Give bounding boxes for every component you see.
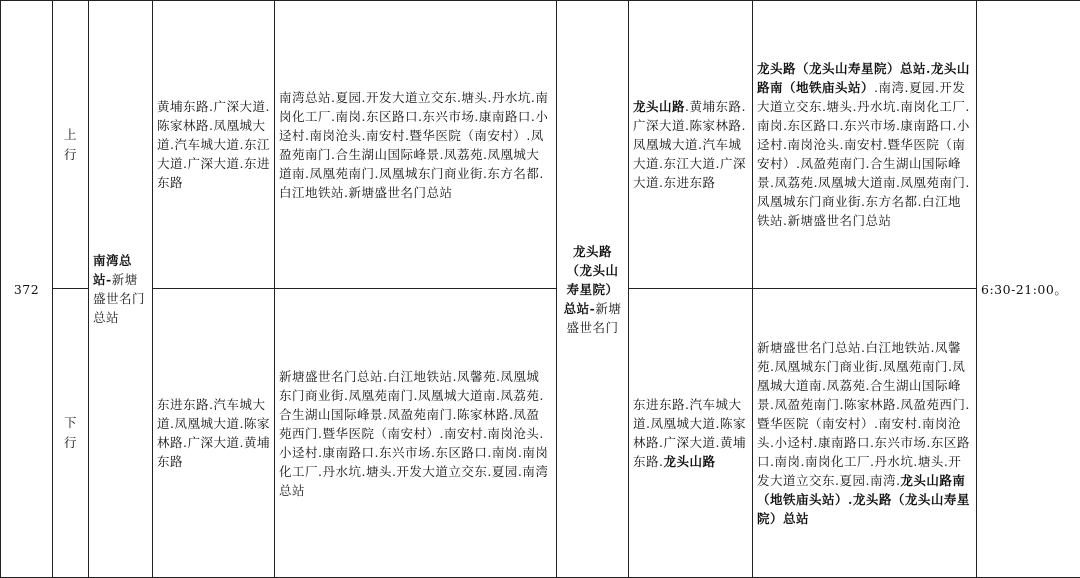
down-roads-second: 东进东路.汽车城大道.凤凰城大道.陈家林路.广深大道.黄埔东路.龙头山路 <box>629 289 753 578</box>
down-stops-second: 新塘盛世名门总站.白江地铁站.凤馨苑.凤凰城东门商业街.凤凰苑南门.凤凰城大道南.凤荔苑.合生湖山国际峰景.凤盈苑南门.陈家林路.凤盈苑西门.暨华医院（南安村）.南安村.南岗沧头.小迳村.康南路口.东兴市场.东区路口.南岗.南岗化工厂.丹水坑.塘头.开发大道立交东.夏园.南湾.龙头山路南（地铁庙头站）.龙头路（龙头山寿星院）总站 <box>753 289 977 578</box>
down-roads-first: 东进东路.汽车城大道.凤凰城大道.陈家林路.广深大道.黄埔东路 <box>153 289 275 578</box>
up-row <box>1 1 1080 289</box>
middle-endpoints: 龙头路（龙头山寿星院）总站-新塘盛世名门 <box>557 1 629 578</box>
up-stops-second: 龙头路（龙头山寿星院）总站.龙头山路南（地铁庙头站）.南湾.夏园.开发大道立交东.塘头.丹水坑.南岗化工厂.南岗.东区路口.东兴市场.康南路口.小迳村.南岗沧头.南安村.暨华医院（南安村）.凤盈苑南门.合生湖山国际峰景.凤荔苑.凤凰城大道南.凤凰苑南门.凤凰城东门商业街.东方名都.白江地铁站.新塘盛世名门总站 <box>753 1 977 289</box>
route-number: 372 <box>1 1 53 578</box>
service-time: 6:30-21:00。 <box>977 1 1080 578</box>
up-direction-label: 上行 <box>53 1 89 289</box>
down-stops-first: 新塘盛世名门总站.白江地铁站.凤馨苑.凤凰城东门商业街.凤凰苑南门.凤凰城大道南.凤荔苑.合生湖山国际峰景.凤盈苑南门.陈家林路.凤盈苑西门.暨华医院（南安村）.南安村.南岗沧头.小迳村.康南路口.东兴市场.东区路口.南岗.南岗化工厂.丹水坑.塘头.开发大道立交东.夏园.南湾总站 <box>275 289 557 578</box>
up-stops-first: 南湾总站.夏园.开发大道立交东.塘头.丹水坑.南岗化工厂.南岗.东区路口.东兴市场.康南路口.小迳村.南岗沧头.南安村.暨华医院（南安村）.凤盈苑南门.合生湖山国际峰景.凤荔苑.凤凰城大道南.凤凰苑南门.凤凰城东门商业街.东方名都.白江地铁站.新塘盛世名门总站 <box>275 1 557 289</box>
up-roads-first: 黄埔东路.广深大道.陈家林路.凤凰城大道.汽车城大道.东江大道.广深大道.东进东路 <box>153 1 275 289</box>
route-endpoints: 南湾总站-新塘盛世名门总站 <box>89 1 153 578</box>
down-row <box>1 289 1080 578</box>
down-direction-label: 下行 <box>53 289 89 578</box>
up-roads-second: 龙头山路.黄埔东路.广深大道.陈家林路.凤凰城大道.汽车城大道.东江大道.广深大道.东进东路 <box>629 1 753 289</box>
